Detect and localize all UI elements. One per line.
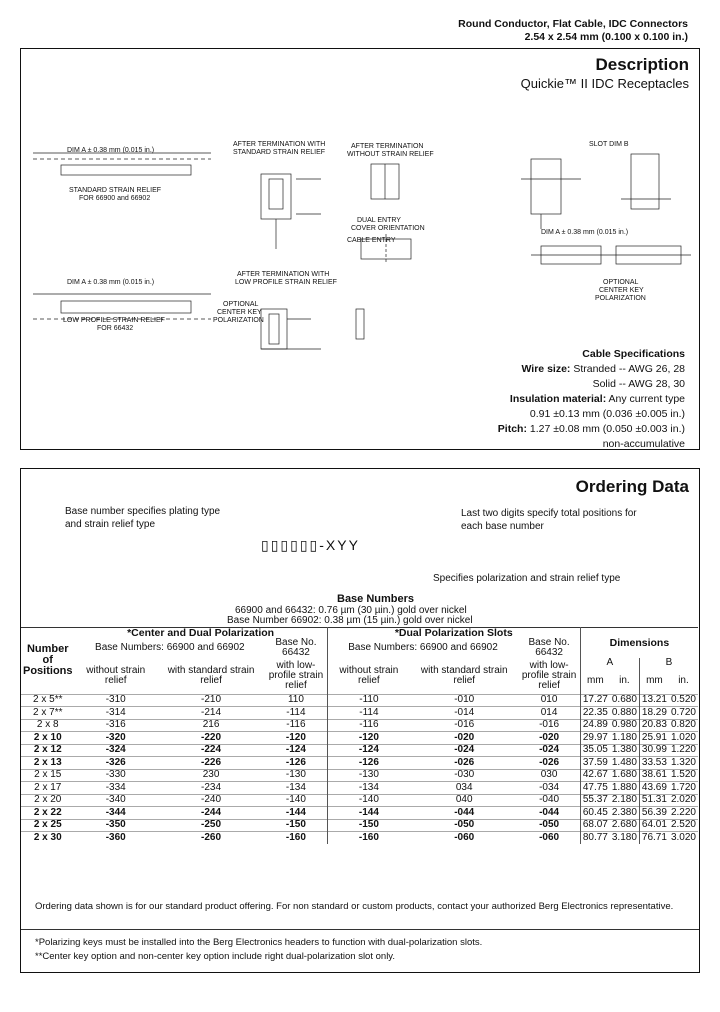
table-cell: -014 xyxy=(410,707,518,720)
table-cell: 55.37 xyxy=(580,794,610,807)
table-cell: -120 xyxy=(265,732,327,745)
positions-cell: 2 x 22 xyxy=(21,807,75,820)
table-cell: 230 xyxy=(157,769,265,782)
after-wo-label: AFTER TERMINATION xyxy=(351,143,424,150)
table-cell: -150 xyxy=(327,819,410,832)
table-row xyxy=(21,807,698,820)
table-cell: 18.29 xyxy=(639,707,669,720)
table-cell: -360 xyxy=(75,832,157,845)
slot-dim-label: SLOT DIM B xyxy=(589,141,629,148)
table-cell: 0.680 xyxy=(610,694,640,707)
base-numbers-heading: Base Numbers xyxy=(337,593,415,605)
bn-header-1: Base Numbers: 66900 and 66902 xyxy=(95,642,245,653)
page-header xyxy=(458,18,688,44)
pitch-label: Pitch: xyxy=(497,423,527,435)
table-row xyxy=(21,732,698,745)
table-cell: -326 xyxy=(75,757,157,770)
last-two-note: Last two digits specify total positions for each base number xyxy=(461,508,637,532)
table-cell: 0.820 xyxy=(669,719,698,732)
dim-a-label-2: DIM A ± 0.38 mm (0.015 in.) xyxy=(67,279,155,286)
table-cell: 2.180 xyxy=(610,794,640,807)
table-cell: 1.880 xyxy=(610,782,640,795)
table-cell: -340 xyxy=(75,794,157,807)
table-cell: 034 xyxy=(410,782,518,795)
table-cell: 22.35 xyxy=(580,707,610,720)
table-row xyxy=(21,769,698,782)
table-cell: -150 xyxy=(265,819,327,832)
pitch-2: non-accumulative xyxy=(602,438,685,450)
specifies-note: Specifies polarization and strain relief type xyxy=(433,573,621,584)
table-cell: -316 xyxy=(75,719,157,732)
positions-cell: 2 x 10 xyxy=(21,732,75,745)
positions-cell: 2 x 25 xyxy=(21,819,75,832)
table-cell: -030 xyxy=(410,769,518,782)
polarization-label-2: POLARIZATION xyxy=(595,295,646,302)
table-cell: -134 xyxy=(265,782,327,795)
table-cell: 0.720 xyxy=(669,707,698,720)
table-row xyxy=(21,819,698,832)
table-cell: 1.380 xyxy=(610,744,640,757)
table-cell: 37.59 xyxy=(580,757,610,770)
table-cell: -344 xyxy=(75,807,157,820)
table-cell: -244 xyxy=(157,807,265,820)
table-cell: -210 xyxy=(157,694,265,707)
positions-cell: 2 x 12 xyxy=(21,744,75,757)
specs-heading: Cable Specifications xyxy=(582,348,685,360)
cover-orientation-label: COVER ORIENTATION xyxy=(351,225,425,232)
table-cell: -060 xyxy=(410,832,518,845)
polarizing-note: *Polarizing keys must be installed into the Berg Electronics headers to function with dual-polarization slots. xyxy=(35,937,483,948)
table-cell: -024 xyxy=(410,744,518,757)
table-cell: -324 xyxy=(75,744,157,757)
pitch-1: 1.27 ±0.08 mm (0.050 ±0.003 in.) xyxy=(529,423,685,435)
table-cell: 1.720 xyxy=(669,782,698,795)
table-cell: 13.21 xyxy=(639,694,669,707)
table-cell: -020 xyxy=(410,732,518,745)
table-cell: -234 xyxy=(157,782,265,795)
table-cell: -314 xyxy=(75,707,157,720)
dim-b-in: in. xyxy=(678,674,689,686)
table-cell: 25.91 xyxy=(639,732,669,745)
table-cell: -110 xyxy=(327,694,410,707)
table-cell: 2.680 xyxy=(610,819,640,832)
table-cell: -134 xyxy=(327,782,410,795)
plating-1: 66900 and 66432: 0.76 µm (30 µin.) gold over nickel xyxy=(235,605,467,616)
bn-header-3: Base Numbers: 66900 and 66902 xyxy=(327,638,518,658)
positions-cell: 2 x 30 xyxy=(21,832,75,845)
after-low-label-2: LOW PROFILE STRAIN RELIEF xyxy=(235,279,337,286)
table-cell: -116 xyxy=(265,719,327,732)
ordering-table xyxy=(21,627,698,844)
plating-2: Base Number 66902: 0.38 µm (15 µin.) gold over nickel xyxy=(227,615,473,626)
table-cell: -160 xyxy=(327,832,410,845)
table-cell: -114 xyxy=(327,707,410,720)
table-cell: 35.05 xyxy=(580,744,610,757)
table-cell: -130 xyxy=(327,769,410,782)
table-cell: -214 xyxy=(157,707,265,720)
insulation-2: 0.91 ±0.13 mm (0.036 ±0.005 in.) xyxy=(529,408,685,420)
dim-a-label-1: DIM A ± 0.38 mm (0.015 in.) xyxy=(67,147,155,154)
polarization-label: POLARIZATION xyxy=(213,317,264,324)
table-cell: 76.71 xyxy=(639,832,669,845)
positions-cell: 2 x 13 xyxy=(21,757,75,770)
table-cell: -126 xyxy=(327,757,410,770)
cable-specifications xyxy=(498,347,685,452)
table-cell: -226 xyxy=(157,757,265,770)
table-cell: -250 xyxy=(157,819,265,832)
table-cell: 0.520 xyxy=(669,694,698,707)
table-cell: -240 xyxy=(157,794,265,807)
table-cell: 3.180 xyxy=(610,832,640,845)
col-without-2: without strain relief xyxy=(327,658,410,694)
table-cell: -040 xyxy=(518,794,580,807)
part-pattern: ▯▯▯▯▯▯-XYY xyxy=(261,537,360,553)
table-cell: -010 xyxy=(410,694,518,707)
table-cell: -220 xyxy=(157,732,265,745)
bn-header-4: Base No. 66432 xyxy=(528,637,570,658)
table-cell: -026 xyxy=(518,757,580,770)
table-cell: -020 xyxy=(518,732,580,745)
table-cell: 51.31 xyxy=(639,794,669,807)
standard-relief-for: FOR 66900 and 66902 xyxy=(79,195,151,202)
table-cell: -126 xyxy=(265,757,327,770)
table-cell: -050 xyxy=(518,819,580,832)
ordering-note: Ordering data shown is for our standard product offering. For non standard or custom products, contact your authorized Berg Electronics representative. xyxy=(35,901,674,912)
table-cell: 2.380 xyxy=(610,807,640,820)
table-cell: 1.520 xyxy=(669,769,698,782)
header-line2: 2.54 x 2.54 mm (0.100 x 0.100 in.) xyxy=(524,31,688,43)
table-cell: -310 xyxy=(75,694,157,707)
table-cell: -024 xyxy=(518,744,580,757)
col-with-low-1: with low-profile strain relief xyxy=(268,659,324,691)
table-cell: 1.480 xyxy=(610,757,640,770)
table-cell: -260 xyxy=(157,832,265,845)
col-without-1: without strain relief xyxy=(86,664,146,686)
table-cell: 29.97 xyxy=(580,732,610,745)
wire-size-label: Wire size: xyxy=(521,363,571,375)
positions-cell: 2 x 7** xyxy=(21,707,75,720)
table-cell: 3.020 xyxy=(669,832,698,845)
table-cell: 2.220 xyxy=(669,807,698,820)
table-cell: -116 xyxy=(327,719,410,732)
table-cell: 2.020 xyxy=(669,794,698,807)
description-panel xyxy=(20,48,700,450)
positions-cell: 2 x 8 xyxy=(21,719,75,732)
standard-relief-label: STANDARD STRAIN RELIEF xyxy=(69,187,162,194)
table-cell: 0.980 xyxy=(610,719,640,732)
table-cell: -144 xyxy=(265,807,327,820)
table-cell: 1.680 xyxy=(610,769,640,782)
dual-entry-label: DUAL ENTRY xyxy=(357,217,401,224)
wire-size-1: Stranded -- AWG 26, 28 xyxy=(573,363,685,375)
table-row xyxy=(21,782,698,795)
table-cell: -124 xyxy=(327,744,410,757)
col-with-std-2: with standard strain relief xyxy=(420,664,508,686)
table-cell: 2.520 xyxy=(669,819,698,832)
table-cell: -320 xyxy=(75,732,157,745)
table-cell: -060 xyxy=(518,832,580,845)
table-cell: 42.67 xyxy=(580,769,610,782)
table-cell: -026 xyxy=(410,757,518,770)
base-note: Base number specifies plating type and strain relief type xyxy=(65,506,221,530)
table-row xyxy=(21,757,698,770)
table-cell: 040 xyxy=(410,794,518,807)
table-cell: -144 xyxy=(327,807,410,820)
table-cell: 0.880 xyxy=(610,707,640,720)
after-std-label: AFTER TERMINATION WITH xyxy=(233,141,326,148)
after-low-label: AFTER TERMINATION WITH xyxy=(237,271,330,278)
table-cell: -350 xyxy=(75,819,157,832)
optional-label: OPTIONAL xyxy=(223,301,259,308)
group-dual-slots: *Dual Polarization Slots xyxy=(327,628,580,639)
table-cell: 216 xyxy=(157,719,265,732)
table-cell: 33.53 xyxy=(639,757,669,770)
table-cell: -044 xyxy=(410,807,518,820)
col-with-low-2: with low-profile strain relief xyxy=(521,659,577,691)
dim-a-header: A xyxy=(580,658,639,668)
table-row xyxy=(21,744,698,757)
after-wo-label-2: WITHOUT STRAIN RELIEF xyxy=(347,151,434,158)
description-subtitle: Quickie™ II IDC Receptacles xyxy=(520,76,689,91)
table-cell: -224 xyxy=(157,744,265,757)
table-cell: 30.99 xyxy=(639,744,669,757)
table-cell: 1.020 xyxy=(669,732,698,745)
table-cell: -034 xyxy=(518,782,580,795)
table-cell: 1.320 xyxy=(669,757,698,770)
low-relief-for: FOR 66432 xyxy=(97,325,134,332)
table-cell: -124 xyxy=(265,744,327,757)
table-cell: -120 xyxy=(327,732,410,745)
table-cell: 47.75 xyxy=(580,782,610,795)
insulation-1: Any current type xyxy=(608,393,685,405)
wire-size-2: Solid -- AWG 28, 30 xyxy=(592,378,685,390)
table-cell: -330 xyxy=(75,769,157,782)
dim-b-header: B xyxy=(639,658,698,668)
low-relief-label: LOW PROFILE STRAIN RELIEF xyxy=(63,317,165,324)
dim-a-mm: mm xyxy=(580,668,610,694)
table-cell: 56.39 xyxy=(639,807,669,820)
table-cell: 010 xyxy=(518,694,580,707)
table-cell: -334 xyxy=(75,782,157,795)
dim-b-mm: mm xyxy=(639,668,669,694)
ordering-title: Ordering Data xyxy=(575,477,689,496)
description-title: Description xyxy=(595,55,689,74)
header-line1: Round Conductor, Flat Cable, IDC Connectors xyxy=(458,18,688,30)
group-center-dual: *Center and Dual Polarization xyxy=(127,627,275,639)
insulation-label: Insulation material: xyxy=(509,393,607,405)
table-cell: 110 xyxy=(265,694,327,707)
table-row xyxy=(21,719,698,732)
table-cell: -114 xyxy=(265,707,327,720)
table-cell: 014 xyxy=(518,707,580,720)
col-with-std-1: with standard strain relief xyxy=(167,664,255,686)
center-key-note: **Center key option and non-center key option include right dual-polarization slot only. xyxy=(35,951,395,962)
table-cell: 24.89 xyxy=(580,719,610,732)
table-cell: -050 xyxy=(410,819,518,832)
table-cell: 60.45 xyxy=(580,807,610,820)
after-std-label-2: STANDARD STRAIN RELIEF xyxy=(233,149,326,156)
center-key-label: CENTER KEY xyxy=(217,309,262,316)
number-of-positions-header: Number of Positions xyxy=(23,643,73,678)
table-row xyxy=(21,832,698,845)
positions-cell: 2 x 15 xyxy=(21,769,75,782)
center-key-label-2: CENTER KEY xyxy=(599,287,644,294)
table-cell: 1.220 xyxy=(669,744,698,757)
table-cell: 20.83 xyxy=(639,719,669,732)
table-cell: 38.61 xyxy=(639,769,669,782)
bn-header-2: Base No. 66432 xyxy=(275,637,317,658)
table-cell: 64.01 xyxy=(639,819,669,832)
table-cell: 68.07 xyxy=(580,819,610,832)
table-row xyxy=(21,694,698,707)
optional-label-2: OPTIONAL xyxy=(603,279,639,286)
positions-cell: 2 x 17 xyxy=(21,782,75,795)
positions-cell: 2 x 5** xyxy=(21,694,75,707)
table-cell: -160 xyxy=(265,832,327,845)
dim-a-label-3: DIM A ± 0.38 mm (0.015 in.) xyxy=(541,229,629,236)
table-cell: 17.27 xyxy=(580,694,610,707)
table-cell: -130 xyxy=(265,769,327,782)
table-row xyxy=(21,707,698,720)
dim-a-in: in. xyxy=(619,674,630,686)
cable-entry-label: CABLE ENTRY xyxy=(347,237,396,244)
table-cell: 43.69 xyxy=(639,782,669,795)
table-cell: -044 xyxy=(518,807,580,820)
table-cell: 030 xyxy=(518,769,580,782)
dimensions-header: Dimensions xyxy=(580,628,698,659)
table-cell: 1.180 xyxy=(610,732,640,745)
positions-cell: 2 x 20 xyxy=(21,794,75,807)
table-cell: -016 xyxy=(410,719,518,732)
table-cell: 80.77 xyxy=(580,832,610,845)
table-cell: -140 xyxy=(265,794,327,807)
table-row xyxy=(21,794,698,807)
ordering-panel xyxy=(20,468,700,973)
table-cell: -016 xyxy=(518,719,580,732)
part-pattern-suffix: -XYY xyxy=(319,537,360,553)
table-cell: -140 xyxy=(327,794,410,807)
